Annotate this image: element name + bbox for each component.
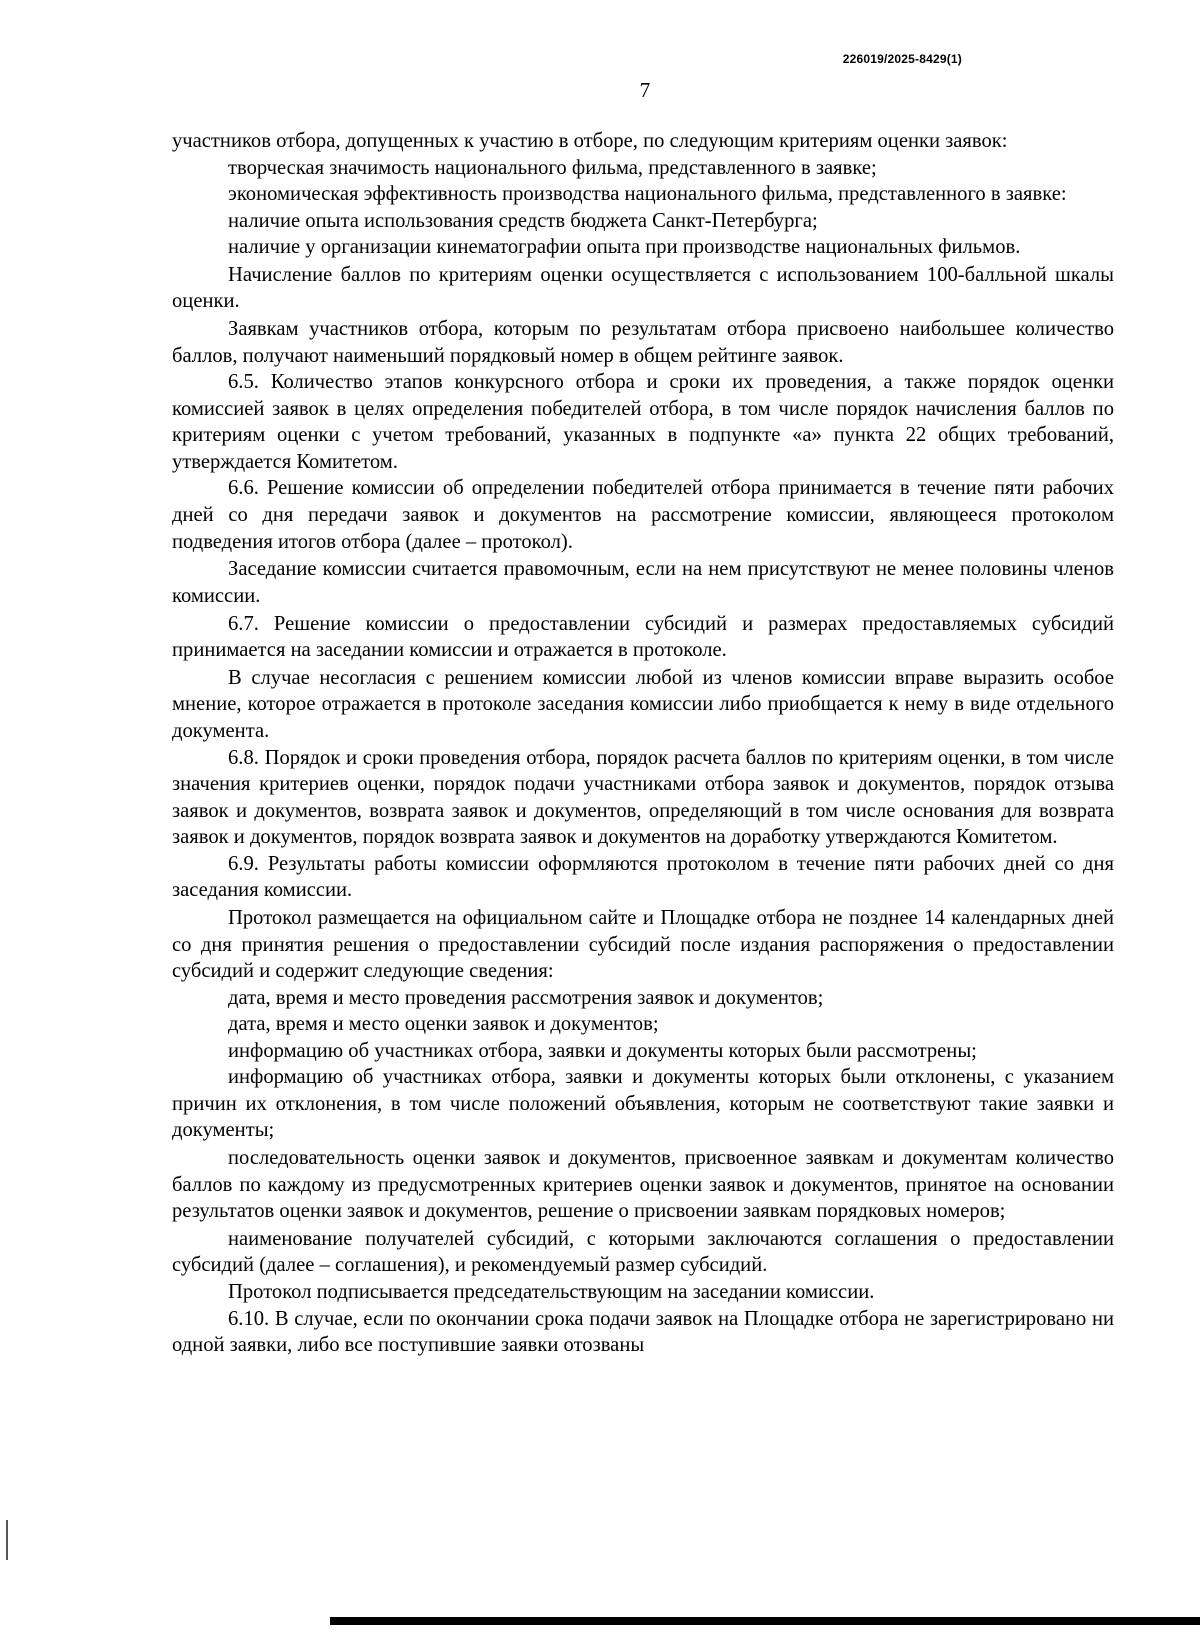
paragraph: дата, время и место проведения рассмотрения заявок и документов; — [228, 986, 824, 1009]
paragraph: творческая значимость национального фильма, представленного в заявке; — [228, 156, 877, 179]
paragraph: Начисление баллов по критериям оценки осуществляется с использованием 100-балльной шкалы оценки. — [172, 263, 1114, 313]
paragraph: 6.7. Решение комиссии о предоставлении субсидий и размерах предоставляемых субсидий принимается на заседании комиссии и отражается в протоколе. — [172, 612, 1114, 662]
scan-margin-mark — [6, 1520, 8, 1560]
scan-bottom-edge — [330, 1617, 1200, 1625]
paragraph: участников отбора, допущенных к участию в отборе, по следующим критериям оценки заявок: — [172, 130, 1008, 152]
paragraph: информацию об участниках отбора, заявки и документы которых были отклонены, с указанием причин их отклонения, в том числе положений объявления, которым не соответствуют такие заявки и документы; — [172, 1066, 1114, 1142]
paragraph: 6.6. Решение комиссии об определении победителей отбора принимается в течение пяти рабочих дней со дня передачи заявок и документов на рассмотрение комиссии, являющееся протоколом подведения итогов отбора (далее – протокол). — [172, 477, 1114, 553]
document-body — [172, 128, 1114, 1359]
paragraph: 6.10. В случае, если по окончании срока подачи заявок на Площадке отбора не зарегистрировано ни одной заявки, либо все поступившие заявки отозваны — [172, 1307, 1114, 1357]
paragraph: 6.9. Результаты работы комиссии оформляются протоколом в течение пяти рабочих дней со дня заседания комиссии. — [172, 852, 1114, 902]
paragraph: Протокол подписывается председательствующим на заседании комиссии. — [228, 1281, 875, 1304]
paragraph: наличие у организации кинематографии опыта при производстве национальных фильмов. — [228, 236, 1021, 259]
paragraph: дата, время и место оценки заявок и документов; — [228, 1013, 659, 1036]
paragraph: Заявкам участников отбора, которым по результатам отбора присвоено наибольшее количество баллов, получают наименьший порядковый номер в общем рейтинге заявок. — [172, 318, 1114, 367]
paragraph: Заседание комиссии считается правомочным, если на нем присутствуют не менее половины членов комиссии. — [172, 558, 1114, 607]
paragraph: 6.5. Количество этапов конкурсного отбора и сроки их проведения, а также порядок оценки комиссией заявок в целях определения победителей отбора, в том числе порядок начисления баллов по критериям оценки с учетом требований, указанных в подпункте «а» пункта 22 общих требований, утверждается Комитетом. — [172, 371, 1114, 473]
paragraph: экономическая эффективность производства национального фильма, представленного в заявке: — [228, 183, 1067, 206]
paragraph: информацию об участниках отбора, заявки и документы которых были рассмотрены; — [228, 1039, 977, 1062]
paragraph: наличие опыта использования средств бюджета Санкт-Петербурга; — [228, 209, 818, 232]
paragraph: последовательность оценки заявок и документов, присвоенное заявкам и документам количество баллов по каждому из предусмотренных критериев оценки заявок и документов, принятое на основании результатов оценки заявок и документов, решение о присвоении заявкам порядковых номеров; — [172, 1147, 1114, 1223]
paragraph: В случае несогласия с решением комиссии любой из членов комиссии вправе выразить особое мнение, которое отражается в протоколе заседания комиссии либо приобщается к нему в виде отдельного документа. — [172, 666, 1114, 742]
paragraph: наименование получателей субсидий, с которыми заключаются соглашения о предоставлении субсидий (далее – соглашения), и рекомендуемый размер субсидий. — [172, 1227, 1114, 1277]
paragraph: 6.8. Порядок и сроки проведения отбора, порядок расчета баллов по критериям оценки, в том числе значения критериев оценки, порядок подачи участниками отбора заявок и документов, порядок отзыва заявок и документов, возврата заявок и документов, определяющий в том числе основания для возврата заявок и документов, порядок возврата заявок и документов на доработку утверждаются Комитетом. — [172, 746, 1114, 849]
document-id: 226019/2025-8429(1) — [842, 52, 962, 66]
page-number: 7 — [639, 78, 651, 102]
paragraph: Протокол размещается на официальном сайте и Площадке отбора не позднее 14 календарных дней со дня принятия решения о предоставлении субсидий после издания распоряжения о предоставлении субсидий и содержит следующие сведения: — [172, 906, 1114, 983]
